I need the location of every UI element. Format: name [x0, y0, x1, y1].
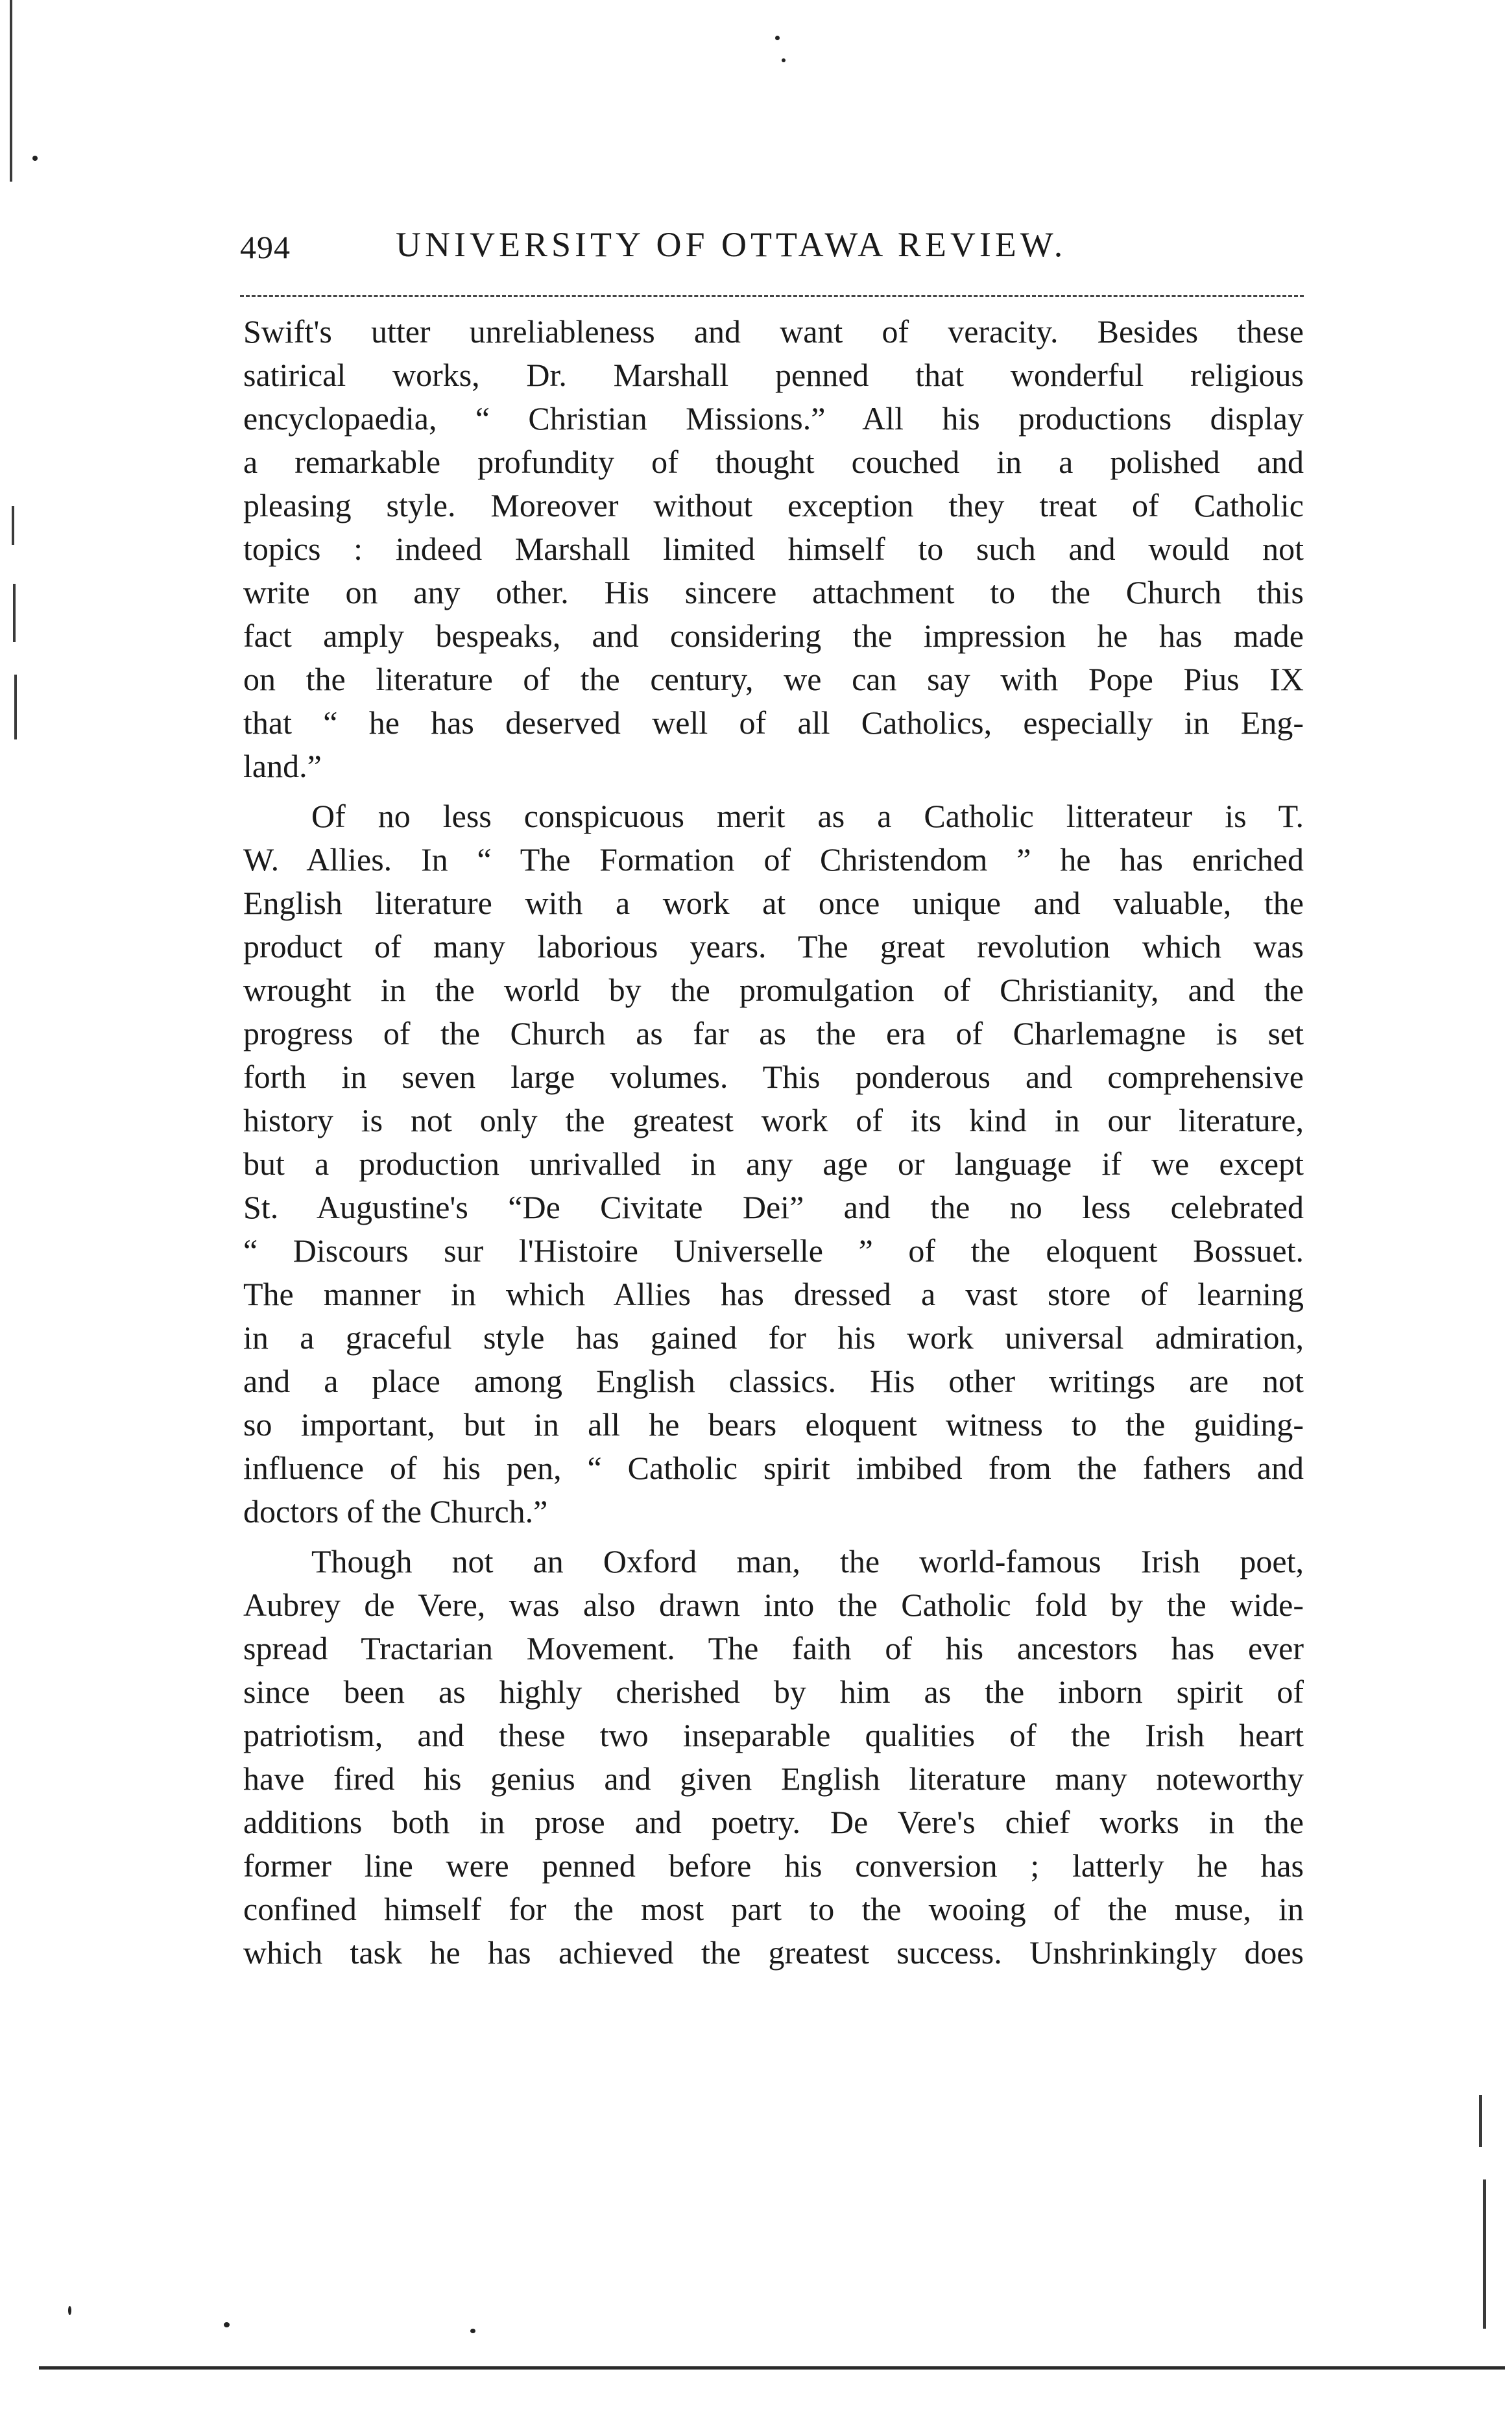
ink-speck: [775, 36, 780, 40]
text-line: Though not an Oxford man, the world-famous Irish poet,: [311, 1543, 1304, 1579]
text-line: former line were penned before his conversion ; latterly he has: [243, 1847, 1304, 1884]
text-line: Aubrey de Vere, was also drawn into the Catholic fold by the wide-: [243, 1587, 1304, 1623]
text-line: doctors of the Church.”: [243, 1493, 548, 1530]
text-line: spread Tractarian Movement. The faith of his ancestors has ever: [243, 1630, 1304, 1666]
page-bottom-edge: [39, 2366, 1505, 2370]
text-line: have fired his genius and given English literature many noteworthy: [243, 1760, 1304, 1797]
text-line: pleasing style. Moreover without exception they treat of Catholic: [243, 487, 1304, 523]
binding-edge-mark: [13, 584, 16, 642]
text-line: land.”: [243, 748, 322, 784]
page-number: 494: [240, 229, 291, 265]
binding-edge-mark: [14, 675, 17, 739]
text-line: English literature with a work at once unique and valuable, the: [243, 885, 1304, 921]
text-line: additions both in prose and poetry. De Vere's chief works in the: [243, 1804, 1304, 1840]
text-line: a remarkable profundity of thought couched in a polished and: [243, 444, 1304, 480]
binding-edge-mark: [10, 0, 12, 182]
text-line: in a graceful style has gained for his work universal admiration,: [243, 1319, 1304, 1356]
text-line: satirical works, Dr. Marshall penned that wonderful religious: [243, 357, 1304, 393]
text-line: Of no less conspicuous merit as a Catholic litterateur is T.: [311, 798, 1304, 834]
text-line: The manner in which Allies has dressed a vast store of learning: [243, 1276, 1304, 1312]
text-line: so important, but in all he bears eloquent witness to the guiding-: [243, 1406, 1304, 1443]
text-line: write on any other. His sincere attachment to the Church this: [243, 574, 1304, 610]
running-head: UNIVERSITY OF OTTAWA REVIEW.: [396, 225, 1067, 264]
body-text: [243, 310, 1304, 1975]
text-line: W. Allies. In “ The Formation of Christendom ” he has enriched: [243, 841, 1304, 878]
text-line: patriotism, and these two inseparable qualities of the Irish heart: [243, 1717, 1304, 1753]
text-line: and a place among English classics. His other writings are not: [243, 1363, 1304, 1399]
ink-speck: [32, 156, 38, 161]
text-line: on the literature of the century, we can say with Pope Pius IX: [243, 661, 1304, 697]
text-line: progress of the Church as far as the era of Charlemagne is set: [243, 1015, 1304, 1051]
text-line: that “ he has deserved well of all Catholics, especially in Eng-: [243, 704, 1304, 741]
text-line: topics : indeed Marshall limited himself to such and would not: [243, 531, 1304, 567]
text-line: Swift's utter unreliableness and want of veracity. Besides these: [243, 313, 1304, 350]
text-line: confined himself for the most part to the wooing of the muse, in: [243, 1891, 1304, 1927]
text-line: which task he has achieved the greatest success. Unshrinkingly does: [243, 1934, 1304, 1971]
text-line: influence of his pen, “ Catholic spirit imbibed from the fathers and: [243, 1450, 1304, 1486]
ink-speck: [68, 2306, 71, 2315]
text-line: wrought in the world by the promulgation of Christianity, and the: [243, 972, 1304, 1008]
text-line: history is not only the greatest work of its kind in our literature,: [243, 1102, 1304, 1138]
page-header: [240, 221, 1304, 285]
page-edge-mark: [1479, 2095, 1482, 2147]
text-line: but a production unrivalled in any age or language if we except: [243, 1146, 1304, 1182]
text-line: forth in seven large volumes. This ponderous and comprehensive: [243, 1059, 1304, 1095]
ink-speck: [470, 2329, 475, 2333]
ink-speck: [782, 58, 786, 62]
text-line: fact amply bespeaks, and considering the impression he has made: [243, 618, 1304, 654]
text-line: “ Discours sur l'Histoire Universelle ” of the eloquent Bossuet.: [243, 1232, 1304, 1269]
text-line: St. Augustine's “De Civitate Dei” and the no less celebrated: [243, 1189, 1304, 1225]
ink-speck: [224, 2322, 230, 2327]
binding-edge-mark: [12, 506, 14, 545]
text-line: encyclopaedia, “ Christian Missions.” All his productions display: [243, 400, 1304, 437]
text-line: product of many laborious years. The great revolution which was: [243, 928, 1304, 965]
header-rule: [240, 295, 1304, 297]
text-line: since been as highly cherished by him as the inborn spirit of: [243, 1674, 1304, 1710]
page-edge-mark: [1483, 2179, 1486, 2329]
